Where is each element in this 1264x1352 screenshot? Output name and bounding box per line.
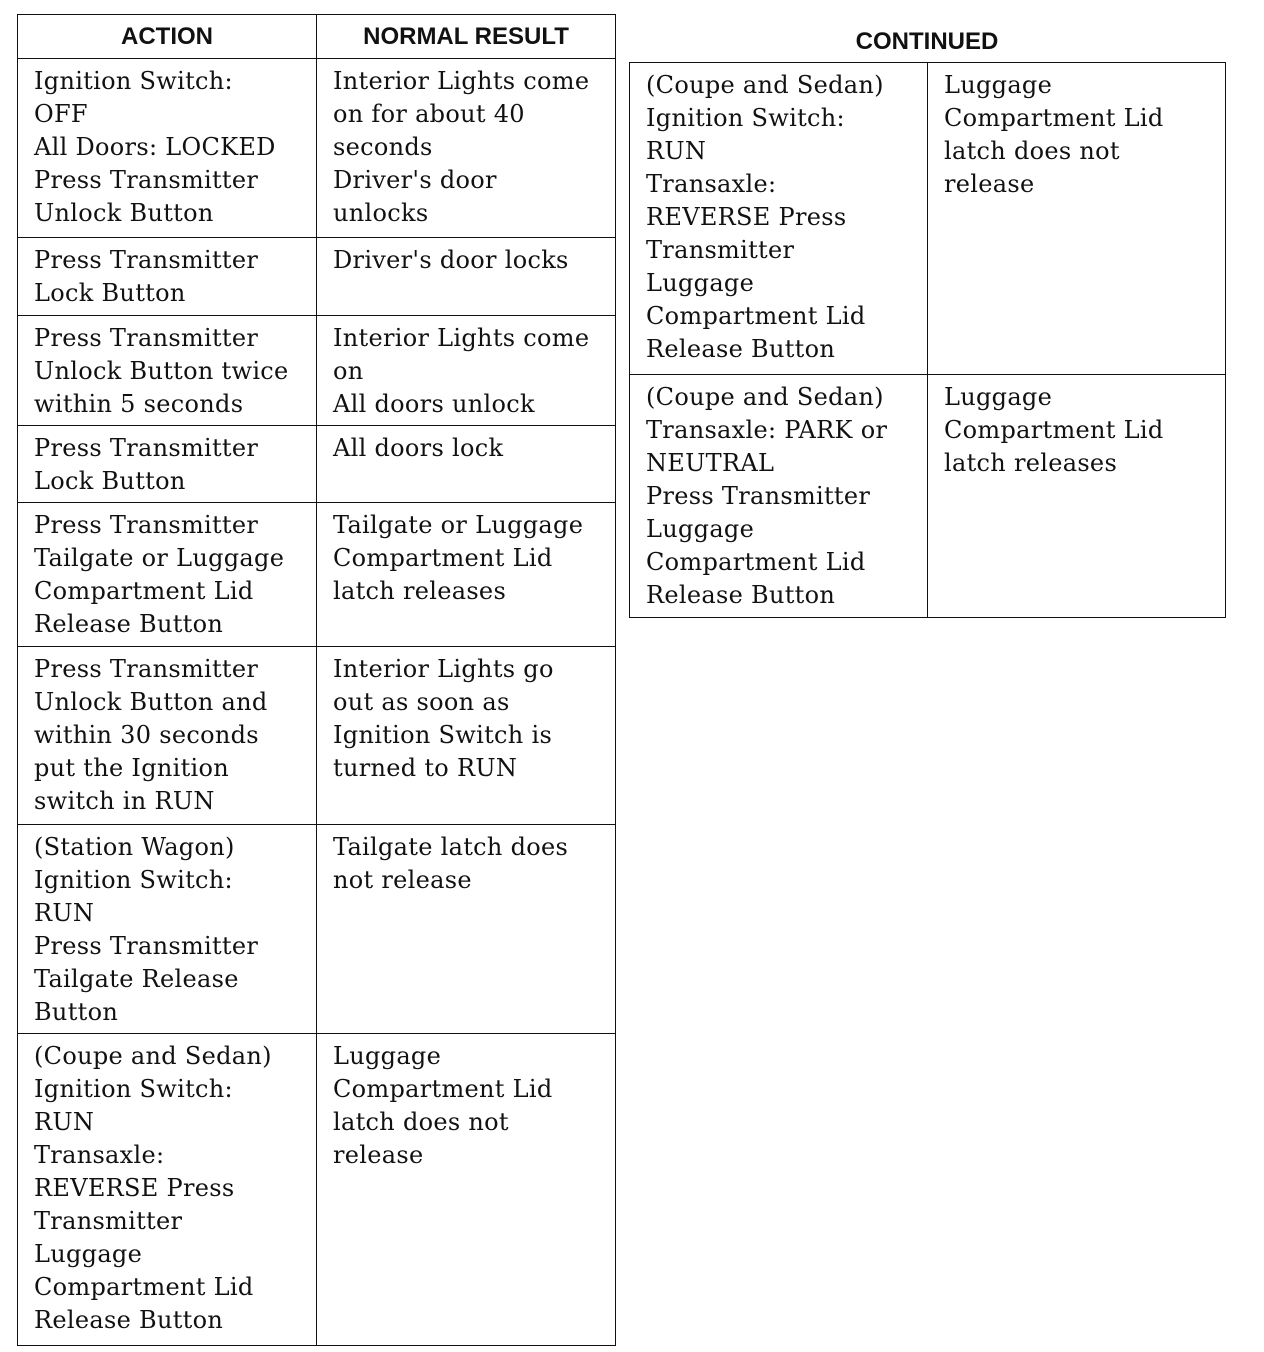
cell-line: Luggage xyxy=(333,1042,442,1070)
cell-line: Lock Button xyxy=(34,279,186,307)
table-row xyxy=(18,1034,616,1346)
result-cell xyxy=(317,647,616,825)
cell-line: not release xyxy=(333,866,472,894)
action-cell xyxy=(18,316,317,426)
cell-line: Press Transmitter xyxy=(34,166,259,194)
header-action: ACTION xyxy=(18,15,317,59)
table-row xyxy=(630,375,1226,618)
cell-line: latch releases xyxy=(333,577,507,605)
cell-line: RUN xyxy=(34,1108,95,1136)
cell-line: on for about 40 xyxy=(333,100,525,128)
cell-line: Interior Lights come xyxy=(333,67,590,95)
result-cell xyxy=(928,375,1226,618)
cell-line: Driver's door locks xyxy=(333,246,569,274)
cell-line: Unlock Button xyxy=(34,199,214,227)
cell-line: Press Transmitter xyxy=(646,482,871,510)
cell-line: latch does not xyxy=(944,137,1120,165)
action-cell xyxy=(18,59,317,238)
cell-line: Tailgate or Luggage xyxy=(34,544,285,572)
action-cell xyxy=(18,1034,317,1346)
cell-line: seconds xyxy=(333,133,433,161)
cell-line: REVERSE Press xyxy=(34,1174,235,1202)
action-cell xyxy=(18,825,317,1034)
cell-line: Luggage xyxy=(646,515,755,543)
cell-line: All doors unlock xyxy=(333,390,535,418)
cell-line: Tailgate or Luggage xyxy=(333,511,584,539)
cell-line: Luggage xyxy=(944,383,1053,411)
cell-line: REVERSE Press xyxy=(646,203,847,231)
cell-line: release xyxy=(333,1141,424,1169)
cell-line: Release Button xyxy=(34,610,224,638)
table-row xyxy=(630,63,1226,375)
cell-line: switch in RUN xyxy=(34,787,215,815)
cell-line: Luggage xyxy=(944,71,1053,99)
cell-line: Compartment Lid xyxy=(944,104,1164,132)
continued-title: CONTINUED xyxy=(855,28,999,55)
table-row xyxy=(18,647,616,825)
cell-line: latch does not xyxy=(333,1108,509,1136)
table-row xyxy=(18,825,616,1034)
cell-line: release xyxy=(944,170,1035,198)
cell-line: Transaxle: PARK or xyxy=(646,416,888,444)
cell-line: Button xyxy=(34,998,119,1026)
cell-line: put the Ignition xyxy=(34,754,230,782)
cell-line: Luggage xyxy=(646,269,755,297)
cell-line: Driver's door xyxy=(333,166,497,194)
result-cell xyxy=(317,316,616,426)
table-body xyxy=(630,63,1226,618)
cell-line: Press Transmitter xyxy=(34,932,259,960)
cell-line: Ignition Switch: xyxy=(34,67,233,95)
cell-line: Transmitter xyxy=(34,1207,183,1235)
cell-line: turned to RUN xyxy=(333,754,518,782)
action-cell xyxy=(630,63,928,375)
result-cell xyxy=(317,503,616,647)
cell-line: NEUTRAL xyxy=(646,449,775,477)
cell-line: Compartment Lid xyxy=(34,577,254,605)
cell-line: (Station Wagon) xyxy=(34,833,235,861)
cell-line: Press Transmitter xyxy=(34,511,259,539)
cell-line: Ignition Switch: xyxy=(34,866,233,894)
cell-line: Tailgate Release xyxy=(34,965,239,993)
continued-table xyxy=(629,62,1226,618)
cell-line: Compartment Lid xyxy=(34,1273,254,1301)
cell-line: Press Transmitter xyxy=(34,324,259,352)
cell-line: RUN xyxy=(34,899,95,927)
table-row xyxy=(18,238,616,316)
cell-line: Lock Button xyxy=(34,467,186,495)
cell-line: Transmitter xyxy=(646,236,795,264)
action-cell xyxy=(18,647,317,825)
cell-line: latch releases xyxy=(944,449,1118,477)
cell-line: Unlock Button and xyxy=(34,688,268,716)
cell-line: Compartment Lid xyxy=(944,416,1164,444)
table-row xyxy=(18,59,616,238)
cell-line: Compartment Lid xyxy=(333,1075,553,1103)
cell-line: Ignition Switch: xyxy=(646,104,845,132)
result-cell xyxy=(317,426,616,503)
result-cell xyxy=(317,1034,616,1346)
result-cell xyxy=(317,825,616,1034)
action-cell xyxy=(18,426,317,503)
table-body xyxy=(18,59,616,1346)
cell-line: Tailgate latch does xyxy=(333,833,569,861)
cell-line: Press Transmitter xyxy=(34,246,259,274)
cell-line: Press Transmitter xyxy=(34,434,259,462)
cell-line: Ignition Switch is xyxy=(333,721,553,749)
cell-line: within 5 seconds xyxy=(34,390,244,418)
cell-line: Transaxle: xyxy=(34,1141,165,1169)
cell-line: OFF xyxy=(34,100,88,128)
cell-line: out as soon as xyxy=(333,688,510,716)
cell-line: Interior Lights come xyxy=(333,324,590,352)
cell-line: Press Transmitter xyxy=(34,655,259,683)
cell-line: Ignition Switch: xyxy=(34,1075,233,1103)
cell-line: Luggage xyxy=(34,1240,143,1268)
cell-line: unlocks xyxy=(333,199,429,227)
result-cell xyxy=(317,238,616,316)
cell-line: Unlock Button twice xyxy=(34,357,289,385)
cell-line: Compartment Lid xyxy=(333,544,553,572)
action-result-table xyxy=(17,14,616,1346)
cell-line: (Coupe and Sedan) xyxy=(34,1042,272,1070)
table-header-row xyxy=(18,15,616,59)
action-cell xyxy=(630,375,928,618)
table-row xyxy=(18,503,616,647)
action-cell xyxy=(18,238,317,316)
cell-line: (Coupe and Sedan) xyxy=(646,71,884,99)
cell-line: on xyxy=(333,357,364,385)
table-row xyxy=(18,316,616,426)
cell-line: All Doors: LOCKED xyxy=(34,133,276,161)
cell-line: Compartment Lid xyxy=(646,548,866,576)
table-row xyxy=(18,426,616,503)
cell-line: Release Button xyxy=(34,1306,224,1334)
cell-line: (Coupe and Sedan) xyxy=(646,383,884,411)
cell-line: All doors lock xyxy=(333,434,504,462)
header-normal-result: NORMAL RESULT xyxy=(317,15,616,59)
cell-line: Release Button xyxy=(646,581,836,609)
result-cell xyxy=(928,63,1226,375)
action-cell xyxy=(18,503,317,647)
result-cell xyxy=(317,59,616,238)
cell-line: Compartment Lid xyxy=(646,302,866,330)
cell-line: within 30 seconds xyxy=(34,721,259,749)
cell-line: Transaxle: xyxy=(646,170,777,198)
cell-line: Release Button xyxy=(646,335,836,363)
cell-line: RUN xyxy=(646,137,707,165)
cell-line: Interior Lights go xyxy=(333,655,554,683)
